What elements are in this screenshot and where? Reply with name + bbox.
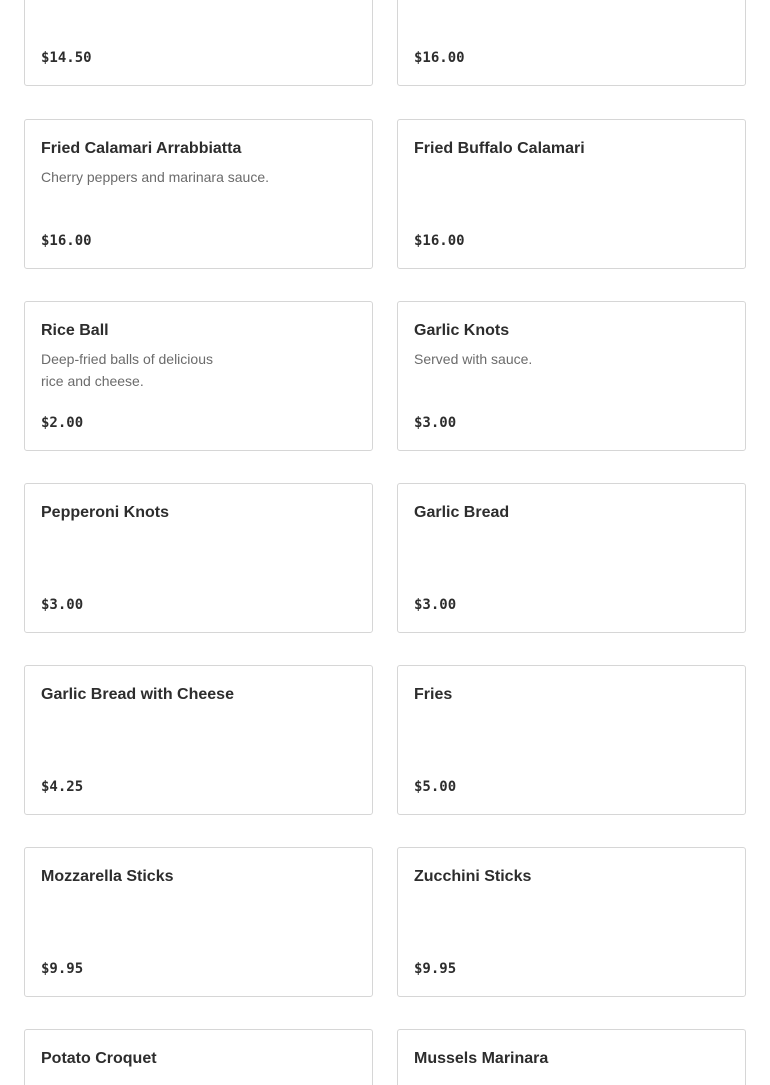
item-name: Mozzarella Sticks (41, 868, 174, 885)
item-name: Fried Buffalo Calamari (414, 140, 585, 157)
menu-item-card[interactable] (24, 665, 373, 815)
item-price: $9.95 (414, 961, 457, 977)
item-price: $4.25 (41, 779, 84, 795)
item-price: $14.50 (41, 50, 92, 66)
menu-item-card[interactable] (397, 665, 746, 815)
menu-item-card[interactable] (24, 0, 373, 86)
item-price: $5.00 (414, 779, 457, 795)
item-description: Cherry peppers and marinara sauce. (41, 169, 270, 185)
menu-item-card[interactable] (397, 119, 746, 269)
menu-item-card[interactable] (397, 483, 746, 633)
item-name: Potato Croquet (41, 1050, 157, 1067)
item-price: $3.00 (414, 415, 457, 431)
menu-item-card[interactable] (397, 0, 746, 86)
item-name: Pepperoni Knots (41, 504, 170, 521)
item-name: Zucchini Sticks (414, 868, 532, 885)
item-name: Garlic Bread (414, 504, 510, 521)
menu-item-card[interactable] (24, 1029, 373, 1085)
item-price: $3.00 (414, 597, 457, 613)
menu-item-card[interactable] (24, 119, 373, 269)
item-name: Rice Ball (41, 322, 109, 339)
item-name: Fried Calamari Arrabbiatta (41, 140, 242, 157)
menu-item-card[interactable] (24, 847, 373, 997)
item-price: $3.00 (41, 597, 84, 613)
menu-item-card[interactable] (24, 483, 373, 633)
item-price: $16.00 (41, 233, 92, 249)
item-price: $2.00 (41, 415, 84, 431)
menu-item-card[interactable] (397, 1029, 746, 1085)
item-description: Served with sauce. (414, 351, 533, 367)
menu-item-card[interactable] (24, 301, 373, 451)
item-name: Fries (414, 686, 453, 703)
item-name: Garlic Bread with Cheese (41, 686, 234, 703)
item-name: Mussels Marinara (414, 1050, 549, 1067)
menu-item-card[interactable] (397, 847, 746, 997)
menu-item-card[interactable] (397, 301, 746, 451)
item-price: $9.95 (41, 961, 84, 977)
item-price: $16.00 (414, 233, 465, 249)
item-name: Garlic Knots (414, 322, 510, 339)
item-description: Deep-fried balls of delicious rice and cheese. (41, 351, 213, 389)
item-price: $16.00 (414, 50, 465, 66)
